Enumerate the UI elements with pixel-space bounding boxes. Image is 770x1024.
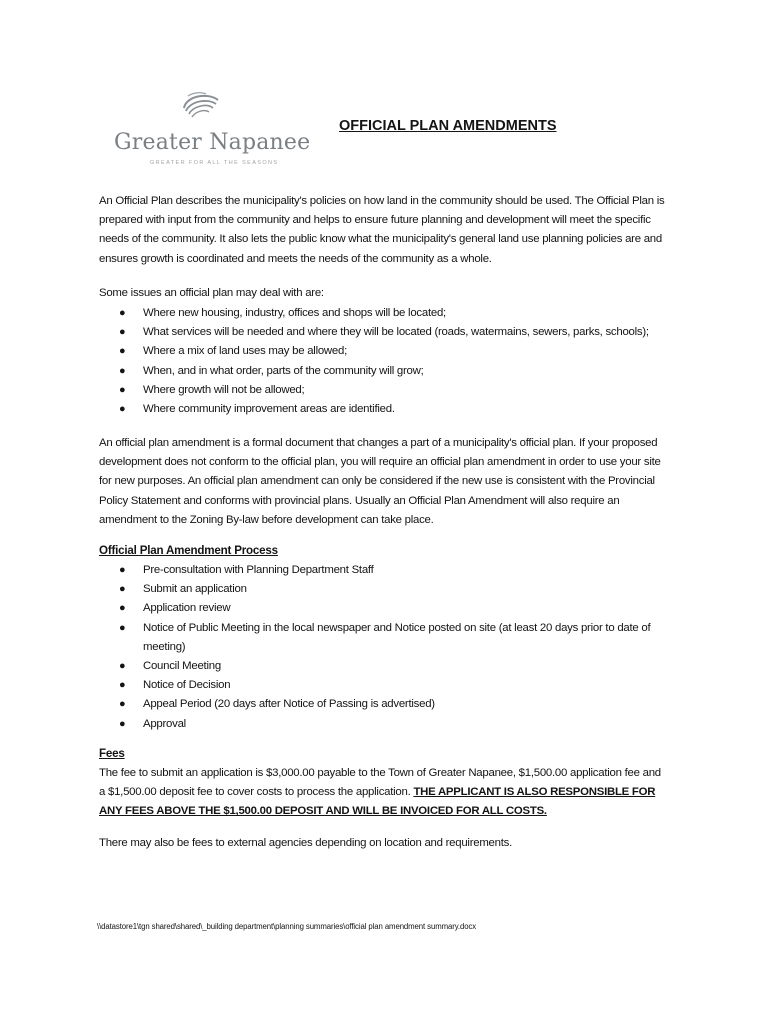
list-item-text: Notice of Public Meeting in the local newspaper and Notice posted on site (at least 20 days prior to date of meeting) — [143, 621, 651, 653]
bullet-icon: ● — [119, 326, 126, 339]
fees-text: The fee to submit an application is $3,000.00 payable to the Town of Greater Napanee, $1,500.00 application fee and a $1,500.00 deposit fee to cover costs to process the application. — [99, 767, 661, 799]
page-title: OFFICIAL PLAN AMENDMENTS — [339, 118, 557, 134]
list-item — [99, 599, 669, 618]
issues-list — [99, 304, 669, 419]
bullet-icon: ● — [119, 717, 126, 730]
list-item-text: Where a mix of land uses may be allowed; — [143, 345, 347, 358]
fees-heading: Fees — [99, 747, 125, 760]
external-fees-note: There may also be fees to external agencies depending on location and requirements. — [99, 837, 513, 849]
process-heading: Official Plan Amendment Process — [99, 544, 278, 557]
list-item — [99, 676, 669, 695]
process-list — [99, 561, 669, 734]
list-item-text: Submit an application — [143, 583, 247, 596]
list-item — [99, 715, 669, 734]
list-item-text: What services will be needed and where they will be located (roads, watermains, sewers, parks, schools); — [143, 326, 649, 339]
list-item-text: Where new housing, industry, offices and shops will be located; — [143, 307, 446, 319]
bullet-icon: ● — [119, 383, 126, 396]
bullet-icon: ● — [119, 307, 126, 319]
bullet-icon: ● — [119, 660, 126, 673]
bullet-icon: ● — [119, 583, 126, 596]
file-path-footer: \\datastore1\tgn shared\shared\_building department\planning summaries\official plan amendment summary.docx — [97, 922, 477, 931]
list-item — [99, 561, 669, 580]
swirl-logo-icon — [178, 90, 222, 126]
fees-paragraph — [99, 764, 669, 822]
fees-notice: THE APPLICANT IS ALSO RESPONSIBLE FOR ANY FEES ABOVE THE $1,500.00 DEPOSIT AND WILL BE INVOICED FOR ALL COSTS. — [99, 786, 656, 818]
list-item — [99, 362, 669, 381]
bullet-icon: ● — [119, 403, 126, 416]
bullet-icon: ● — [119, 679, 126, 692]
list-item-text: Where community improvement areas are identified. — [143, 403, 395, 416]
list-item — [99, 580, 669, 599]
bullet-icon: ● — [119, 364, 126, 377]
logo-tagline: GREATER FOR ALL THE SEASONS — [150, 160, 279, 166]
list-item — [99, 323, 669, 342]
bullet-icon: ● — [119, 345, 126, 358]
list-item-text: Pre-consultation with Planning Department Staff — [143, 564, 374, 576]
list-item — [99, 619, 669, 657]
list-item-text: When, and in what order, parts of the community will grow; — [143, 364, 424, 377]
list-item-text: Notice of Decision — [143, 679, 231, 692]
list-item — [99, 381, 669, 400]
list-item — [99, 695, 669, 714]
list-item — [99, 304, 669, 323]
bullet-icon: ● — [119, 698, 126, 711]
logo-name: Greater Napanee — [114, 130, 311, 155]
list-item-text: Approval — [143, 717, 186, 730]
list-item-text: Council Meeting — [143, 660, 221, 673]
list-item — [99, 342, 669, 361]
issues-lead: Some issues an official plan may deal with are: — [99, 287, 324, 299]
list-item-text: Application review — [143, 602, 231, 615]
greater-napanee-logo — [110, 90, 330, 170]
list-item-text: Appeal Period (20 days after Notice of Passing is advertised) — [143, 698, 435, 711]
list-item-text: Where growth will not be allowed; — [143, 383, 305, 396]
list-item — [99, 657, 669, 676]
bullet-icon: ● — [119, 564, 126, 576]
list-item — [99, 400, 669, 419]
amendment-paragraph: An official plan amendment is a formal document that changes a part of a municipality's official plan. If your proposed development does not conform to the official plan, you will require an official plan amendment in order to use your site for new purposes. An official plan amendment can only be considered if the new use is consistent with the Provincial Policy Statement and conforms with provincial plans. Usually an Official Plan Amendment will also require an amendment to the Zoning By-law before development can take place. — [99, 437, 661, 526]
bullet-icon: ● — [119, 602, 126, 615]
intro-paragraph: An Official Plan describes the municipality's policies on how land in the community should be used. The Official Plan is prepared with input from the community and helps to ensure future planning and development will meet the specific needs of the community. It also lets the public know what the municipality's general land use planning policies are and ensures growth is coordinated and meets the needs of the community as a whole. — [99, 195, 665, 265]
bullet-icon: ● — [119, 621, 126, 634]
